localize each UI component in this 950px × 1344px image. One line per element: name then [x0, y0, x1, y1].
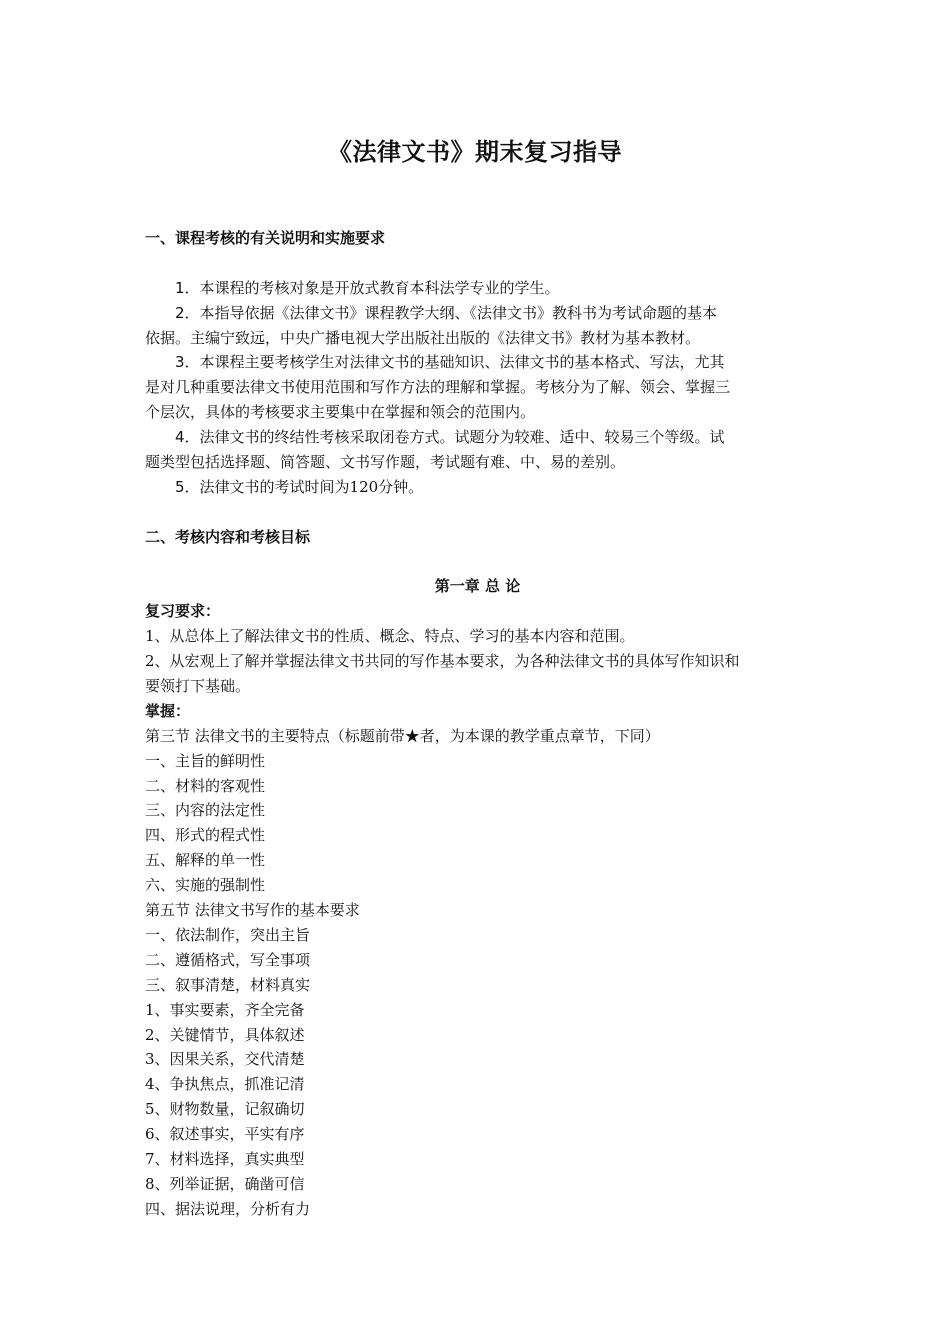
list-item-line: 依据。主编宁致远，中央广播电视大学出版社出版的《法律文书》教材为基本教材。: [145, 328, 701, 347]
review-requirements-label: 复习要求：: [145, 602, 221, 621]
review-line: 1、从总体上了解法律文书的性质、概念、特点、学习的基本内容和范围。: [145, 627, 635, 646]
item-text: 法律文书的考试时间为120分钟。: [199, 477, 424, 496]
spacer: [145, 500, 810, 525]
item-text: 本指导依据《法律文书》课程教学大纲、《法律文书》教科书为考试命题的基本: [199, 303, 718, 322]
master-label: 掌握：: [145, 701, 191, 720]
list-item-line: 个层次，具体的考核要求主要集中在掌握和领会的范围内。: [145, 403, 536, 422]
item-text: 本课程的考核对象是开放式教育本科法学专业的学生。: [199, 278, 560, 297]
list-item-line: 题类型包括选择题、简答题、文书写作题，考试题有难、中、易的差别。: [145, 453, 626, 472]
section-heading-2: 二、考核内容和考核目标: [145, 527, 311, 546]
chapter-title: 第一章 总 论: [434, 577, 521, 596]
master-line: 二、遵循格式，写全事项: [145, 950, 311, 969]
item-number: 1．: [175, 278, 200, 297]
master-line: 六、实施的强制性: [145, 876, 266, 895]
master-line: 五、解释的单一性: [145, 851, 266, 870]
list-item-line: [145, 475, 810, 500]
list-item-line: 是对几种重要法律文书使用范围和写作方法的理解和掌握。考核分为了解、领会、掌握三: [145, 378, 731, 397]
master-line: 第三节 法律文书的主要特点（标题前带★者，为本课的教学重点章节，下同）: [145, 726, 660, 745]
master-line: 8、列举证据，确凿可信: [145, 1174, 305, 1193]
item-text: 本课程主要考核学生对法律文书的基础知识、法律文书的基本格式、写法，尤其: [199, 353, 725, 372]
item-number: 3．: [175, 353, 200, 372]
list-item-line: [145, 301, 810, 326]
master-line: 三、叙事清楚，材料真实: [145, 975, 311, 994]
list-item: [145, 350, 810, 425]
master-line: 二、材料的客观性: [145, 776, 266, 795]
master-line: 第五节 法律文书写作的基本要求: [145, 901, 360, 920]
master-line: 7、材料选择，真实典型: [145, 1149, 305, 1168]
document-body: [145, 226, 810, 1222]
master-line: 1、事实要素，齐全完备: [145, 1000, 305, 1019]
master-line: 6、叙述事实，平实有序: [145, 1125, 305, 1144]
spacer: [145, 550, 810, 575]
master-line: 5、财物数量，记叙确切: [145, 1100, 305, 1119]
list-item: [145, 301, 810, 351]
item-number: 5．: [175, 477, 200, 496]
review-line: 要领打下基础。: [145, 677, 251, 696]
master-line: 三、内容的法定性: [145, 801, 266, 820]
list-item-line: [145, 425, 810, 450]
item-number: 4．: [175, 428, 200, 447]
item-number: 2．: [175, 303, 200, 322]
list-item-line: [145, 350, 810, 375]
master-line: 四、据法说理，分析有力: [145, 1199, 311, 1218]
review-line: 2、从宏观上了解并掌握法律文书共同的写作基本要求，为各种法律文书的具体写作知识和: [145, 652, 740, 671]
item-text: 法律文书的终结性考核采取闭卷方式。试题分为较难、适中、较易三个等级。试: [199, 428, 725, 447]
master-line: 一、主旨的鲜明性: [145, 751, 266, 770]
list-item-line: [145, 276, 810, 301]
list-item: [145, 425, 810, 475]
document-title: 《法律文书》期末复习指导: [328, 138, 622, 166]
master-line: 2、关键情节，具体叙述: [145, 1025, 305, 1044]
list-item: [145, 475, 810, 500]
section-heading-1: 一、课程考核的有关说明和实施要求: [145, 229, 386, 247]
master-line: 3、因果关系，交代清楚: [145, 1050, 305, 1069]
spacer: [145, 251, 810, 276]
list-item: [145, 276, 810, 301]
master-line: 四、形式的程式性: [145, 826, 266, 845]
master-line: 一、依法制作，突出主旨: [145, 925, 311, 944]
master-line: 4、争执焦点，抓准记清: [145, 1075, 305, 1094]
